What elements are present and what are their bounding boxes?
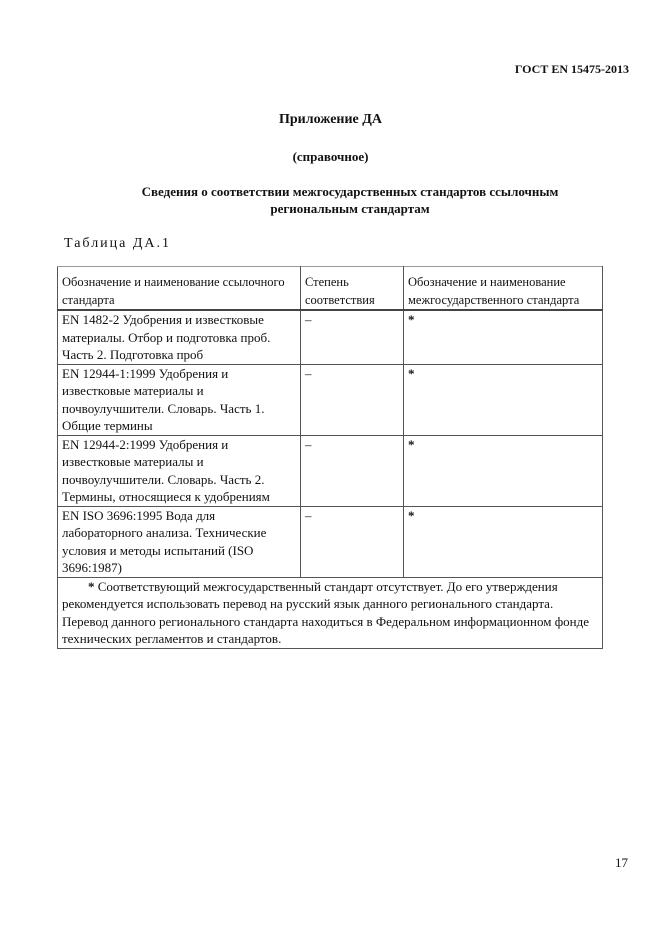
document-code: ГОСТ EN 15475-2013 bbox=[514, 62, 629, 76]
table-label: Таблица ДА.1 bbox=[64, 236, 172, 251]
appendix-title: Приложение ДА bbox=[278, 112, 383, 127]
heading-line-2: региональным стандартам bbox=[270, 201, 430, 216]
interstate-standard-cell bbox=[404, 506, 603, 577]
page-number: 17 bbox=[615, 855, 628, 870]
footnote-marker: * bbox=[88, 578, 95, 594]
interstate-standard-cell bbox=[404, 364, 603, 435]
reference-standard-cell: EN 12944-1:1999 Удобрения и известковые материалы и почвоулучшители. Словарь. Часть 1. Общие термины bbox=[58, 364, 301, 435]
table-note-row bbox=[58, 577, 603, 648]
degree-cell bbox=[301, 435, 404, 506]
table-row bbox=[58, 506, 603, 577]
reference-standard-cell: EN 12944-2:1999 Удобрения и известковые материалы и почвоулучшители. Словарь. Часть 2. Термины, относящиеся к удобрениям bbox=[58, 435, 301, 506]
degree-value: – bbox=[305, 312, 312, 327]
degree-value: – bbox=[305, 365, 312, 381]
reference-standard-cell: EN 1482-2 Удобрения и известковые материалы. Отбор и подготовка проб. Часть 2. Подготовка проб bbox=[58, 310, 301, 364]
reference-standard-cell: EN ISO 3696:1995 Вода для лабораторного анализа. Технические условия и методы испытаний (ISO 3696:1987) bbox=[58, 506, 301, 577]
interstate-value: * bbox=[408, 365, 415, 381]
footnote-text: Соответствующий межгосударственный стандарт отсутствует. До его утверждения рекомендуется использовать перевод на русский язык данного регионального стандарта. Перевод данного регионального стандарта находиться в Федеральном информационном фонде технических регламентов и стандартов. bbox=[62, 578, 590, 646]
table-row bbox=[58, 435, 603, 506]
interstate-value: * bbox=[408, 507, 415, 523]
appendix-subtitle: (справочное) bbox=[292, 149, 369, 164]
heading-line-1: Сведения о соответствии межгосударственных стандартов ссылочным bbox=[141, 184, 559, 199]
table-row bbox=[58, 310, 603, 364]
degree-cell bbox=[301, 310, 404, 364]
header-degree: Степень соответствия bbox=[301, 267, 404, 311]
header-interstate-standard: Обозначение и наименование межгосударственного стандарта bbox=[404, 267, 603, 311]
degree-cell bbox=[301, 506, 404, 577]
interstate-value: * bbox=[408, 436, 415, 452]
correspondence-table bbox=[57, 266, 603, 649]
header-reference-standard: Обозначение и наименование ссылочного стандарта bbox=[58, 267, 301, 311]
section-heading bbox=[90, 183, 610, 217]
interstate-value: * bbox=[408, 312, 415, 327]
interstate-standard-cell bbox=[404, 310, 603, 364]
table-header-row bbox=[58, 267, 603, 311]
degree-cell bbox=[301, 364, 404, 435]
degree-value: – bbox=[305, 507, 312, 523]
interstate-standard-cell bbox=[404, 435, 603, 506]
table-row bbox=[58, 364, 603, 435]
table-footnote bbox=[58, 577, 603, 648]
degree-value: – bbox=[305, 436, 312, 452]
